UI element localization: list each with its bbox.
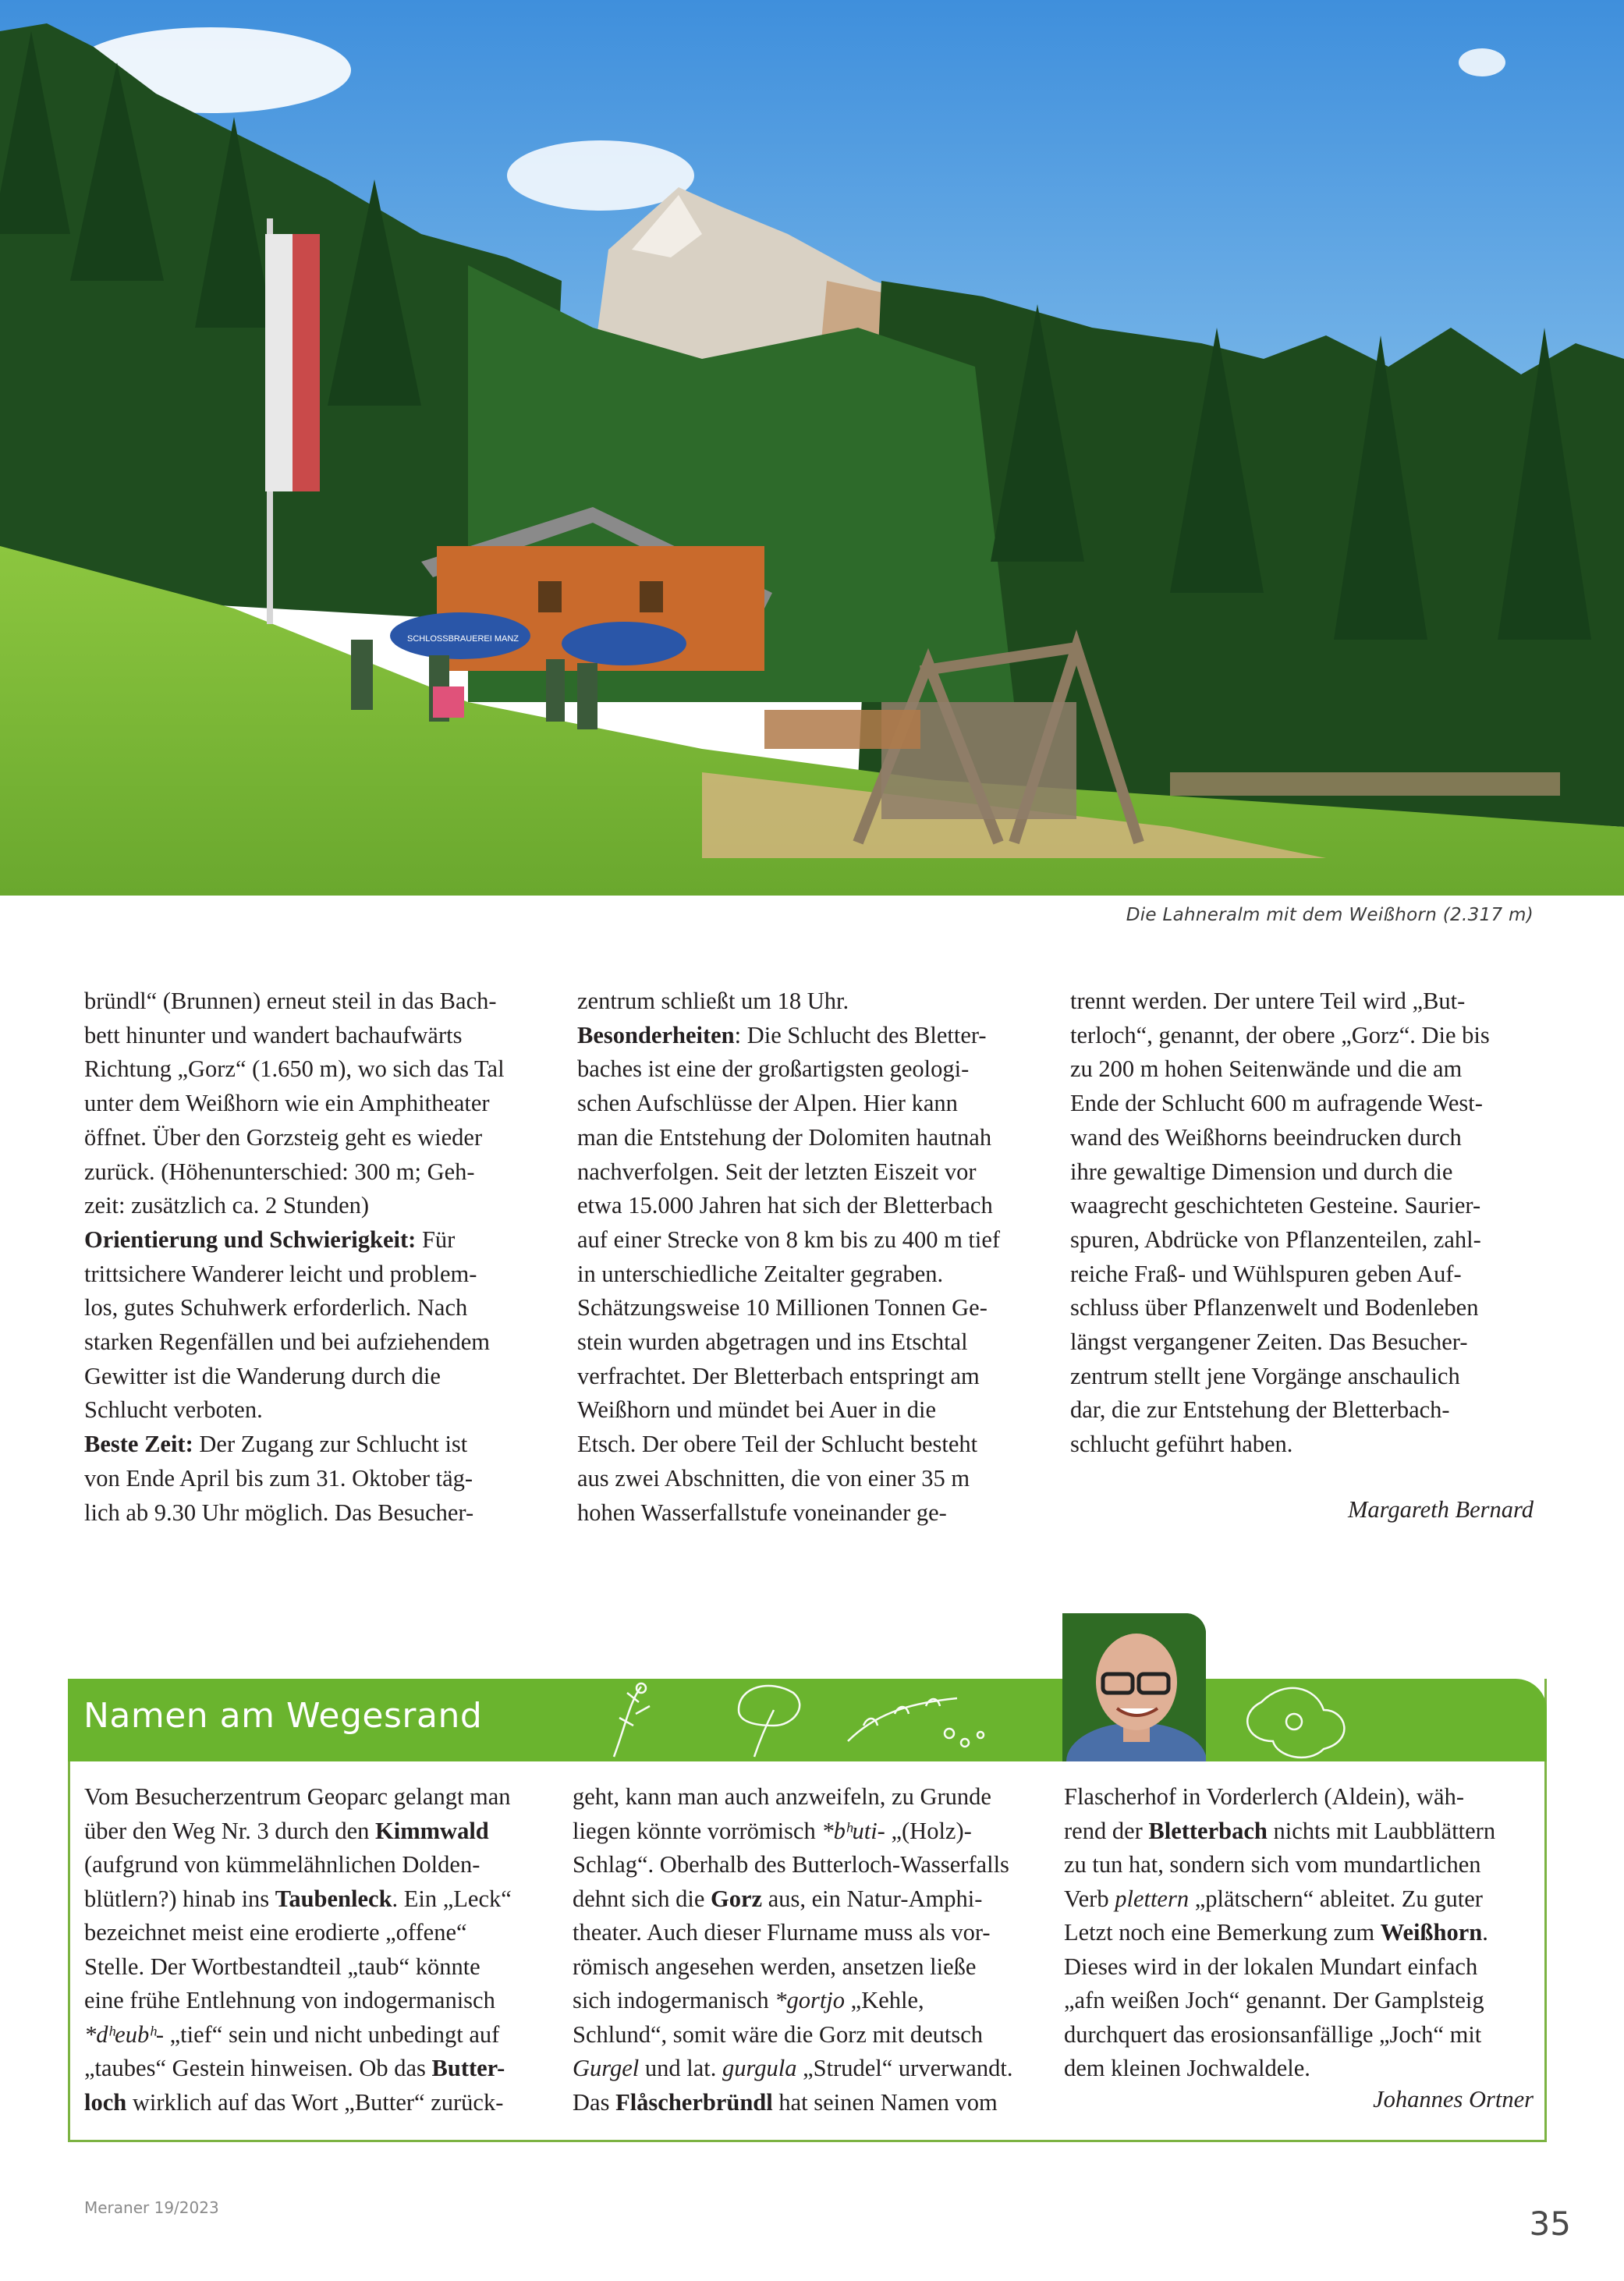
author-portrait <box>1062 1613 1206 1761</box>
fence <box>764 710 920 749</box>
paragraph: geht, kann man auch anzweifeln, zu Grunde liegen könnte vorrömisch *bʰuti- „(Holz)- Schlag“. Oberhalb des Butterloch-Wasserfalls dehnt sich die Gorz aus, ein Natur-Amphi- theater. Auch dieser Flurname muss als vor- römisch angesehen werden, ansetzen ließe sich indogermanisch *gortjo „Kehle, Schlund“, somit wäre die Gorz mit deutsch Gurgel und lat. gurgula „Strudel“ urverwandt. Das Flåscherbründl hat seinen Namen vom <box>573 1783 1013 2116</box>
hiker <box>351 640 373 710</box>
sidebar-box-header <box>68 1679 1547 1761</box>
run-in-heading: Beste Zeit: <box>84 1431 193 1458</box>
paragraph: bründl“ (Brunnen) erneut steil in das Bach- bett hinunter und wandert bachaufwärts Richtung „Gorz“ (1.650 m), wo sich das Tal unter dem Weißhorn wie ein Amphitheater öffnet. Über den Gorzsteig geht es wieder zurück. (Höhenunterschied: 300 m; Geh- zeit: zusätzlich ca. 2 Stunden) <box>84 988 505 1219</box>
paragraph: Beste Zeit: Der Zugang zur Schlucht ist von Ende April bis zum 31. Oktober täg- lich ab 9.30 Uhr möglich. Das Besucher- <box>84 1431 474 1526</box>
article-column-3 <box>1070 984 1530 1462</box>
paragraph: Flascherhof in Vorderlerch (Aldein), wäh- rend der Bletterbach nichts mit Laubblättern zu tun hat, sondern sich vom mundartlichen Verb plettern „plätschern“ ableitet. Zu guter Letzt noch eine Bemerkung zum Weißhorn. Dieses wird in der lokalen Mundart einfach „afn weißen Joch“ genannt. Der Gamplsteig durchquert das erosionsanfällige „Joch“ mit dem kleinen Jochwaldele. <box>1064 1783 1496 2081</box>
publication-issue: Meraner 19/2023 <box>84 2198 219 2217</box>
article-column-1 <box>84 984 544 1530</box>
hiker <box>546 659 565 722</box>
flower-decoration-icon <box>68 1679 1547 1761</box>
page-number: 35 <box>1529 2205 1571 2243</box>
sidebar-column-1 <box>84 1780 552 2120</box>
umbrella <box>562 622 686 665</box>
paragraph: trennt werden. Der untere Teil wird „But- terloch“, genannt, der obere „Gorz“. Die bis zu 200 m hohen Seitenwände und die am Ende der Schlucht 600 m aufragende West- wand des Weißhorns beeindrucken durch ihre gewaltige Dimension und durch die waagrecht geschichteten Gesteine. Saurier- spuren, Abdrücke von Pflanzenteilen, zahl- reiche Fraß- und Wühlspuren geben Auf- schluss über Pflanzenwelt und Bodenleben längst vergangener Zeiten. Das Besucher- zentrum stellt jene Vorgänge anschaulich dar, die zur Entstehung der Bletterbach- schlucht geführt haben. <box>1070 988 1490 1458</box>
paragraph: Orientierung und Schwierigkeit: Für trittsichere Wanderer leicht und problem- los, gutes Schuhwerk erforderlich. Nach starken Regenfällen und bei aufziehendem Gewitter ist die Wanderung durch die Schlucht verboten. <box>84 1226 490 1424</box>
article-author: Margareth Bernard <box>1347 1496 1534 1523</box>
svg-text:SCHLOSSBRAUEREI MANZ: SCHLOSSBRAUEREI MANZ <box>407 634 519 644</box>
hiker <box>577 663 597 729</box>
sidebar-author: Johannes Ortner <box>1373 2086 1534 2112</box>
paragraph: Besonderheiten: Die Schlucht des Bletter- baches ist eine der großartigsten geologi- schen Aufschlüsse der Alpen. Hier kann man die Entstehung der Dolomiten hautnah nachverfolgen. Seit der letzten Eiszeit vor etwa 15.000 Jahren hat sich der Bletterbach auf einer Strecke von 8 km bis zu 400 m tief in unterschiedliche Zeitalter gegraben. Schätzungsweise 10 Millionen Tonnen Ge- stein wurden abgetragen und ins Etschtal verfrachtet. Der Bletterbach entspringt am Weißhorn und mündet bei Auer in die Etsch. Der obere Teil der Schlucht besteht aus zwei Abschnitten, die von einer 35 m hohen Wasserfallstufe voneinander ge- <box>577 1021 1001 1526</box>
article-column-2 <box>577 984 1037 1530</box>
cloud <box>1459 48 1505 76</box>
paragraph: zentrum schließt um 18 Uhr. <box>577 988 849 1014</box>
run-in-heading: Besonderheiten <box>577 1021 735 1048</box>
sidebar-column-3 <box>1064 1780 1532 2086</box>
paragraph: Vom Besucherzentrum Geoparc gelangt man über den Weg Nr. 3 durch den Kimmwald (aufgrund von kümmelähnlichen Dolden- blütlern?) hinab ins Taubenleck. Ein „Leck“ bezeichnet meist eine erodierte „offene“ Stelle. Der Wortbestandteil „taub“ könnte eine frühe Entlehnung von indogermanisch *dʰeubʰ- „tief“ sein und nicht unbedingt auf „taubes“ Gestein hinweisen. Ob das Butter- loch wirklich auf das Wort „Butter“ zurück- <box>84 1783 512 2116</box>
run-in-heading: Orientierung und Schwierigkeit: <box>84 1226 417 1253</box>
sidebar-column-2 <box>573 1780 1041 2120</box>
photo-caption: Die Lahneralm mit dem Weißhorn (2.317 m) <box>1126 905 1534 925</box>
sidebar-box-title: Namen am Wegesrand <box>83 1696 483 1736</box>
hero-photo <box>0 0 1624 896</box>
